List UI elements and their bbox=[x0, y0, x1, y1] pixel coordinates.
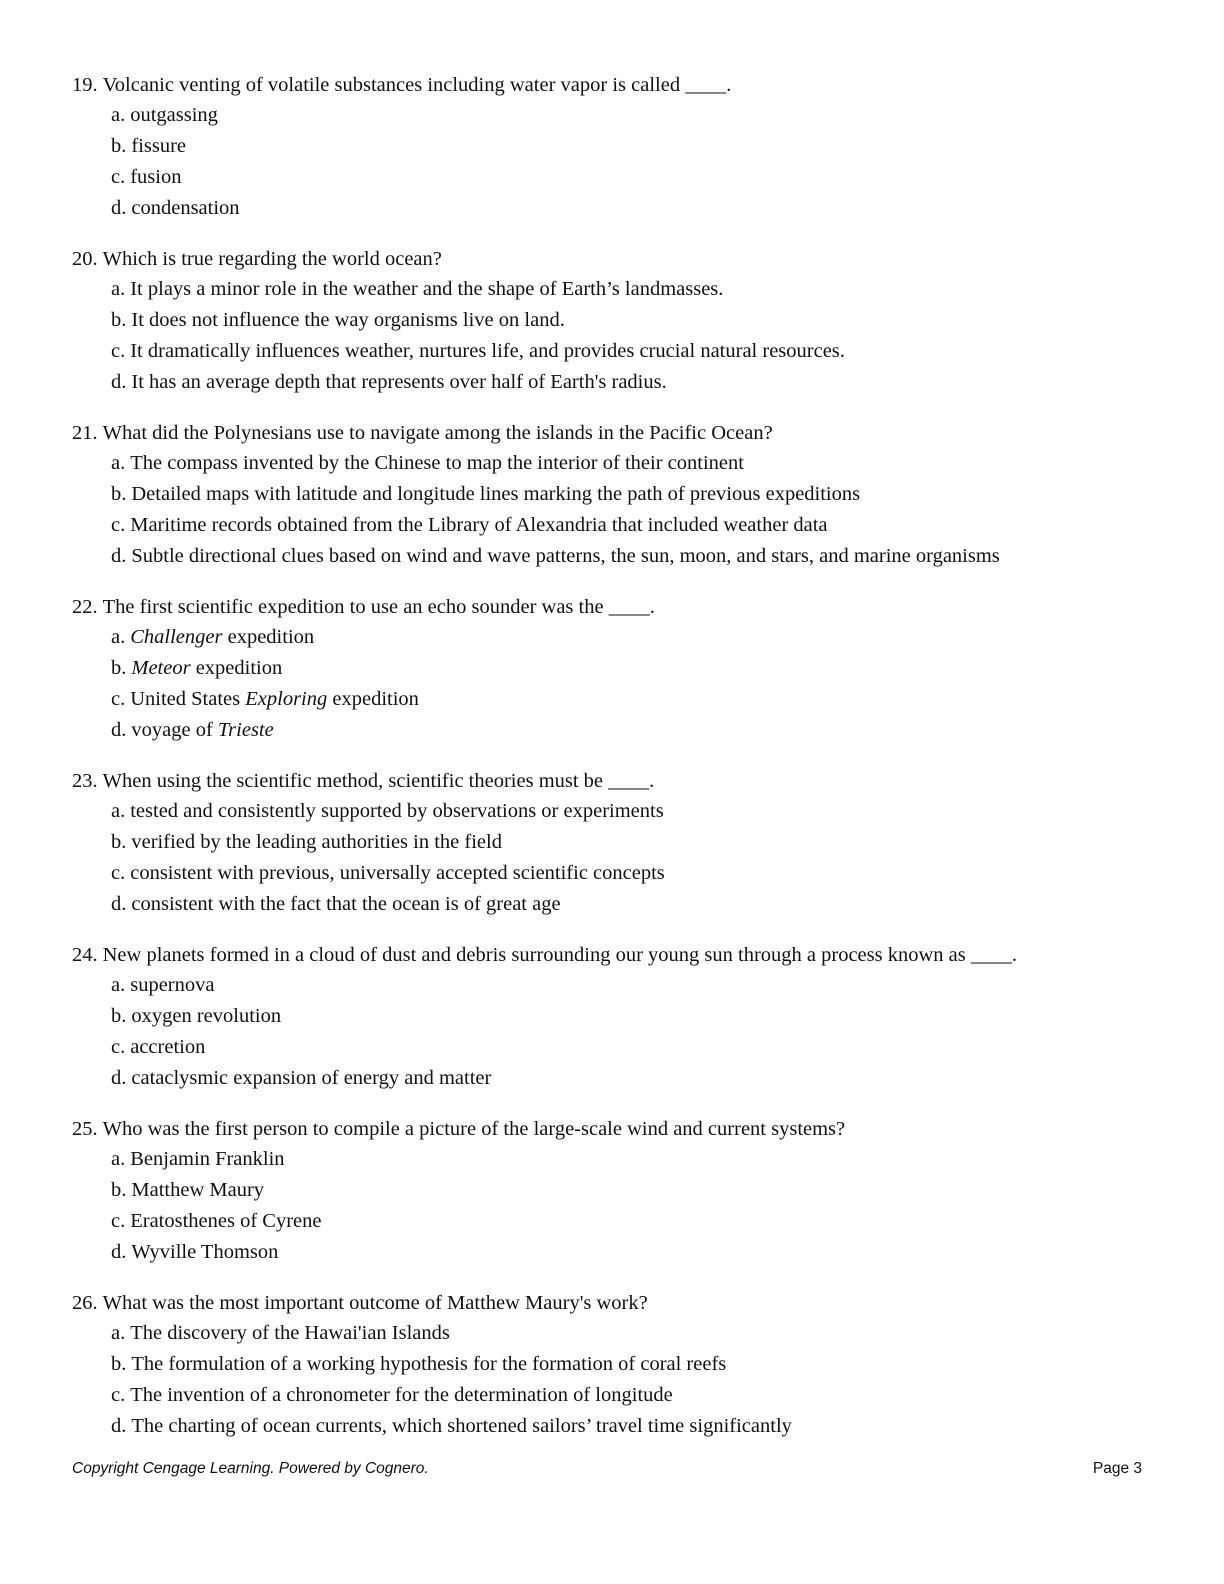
option-letter: a. bbox=[111, 1322, 126, 1344]
option-text-segment: expedition bbox=[327, 688, 419, 710]
option-text-segment: supernova bbox=[130, 974, 215, 996]
option-text bbox=[131, 1175, 264, 1206]
option-text-segment: oxygen revolution bbox=[131, 1005, 282, 1027]
question-block bbox=[72, 940, 1172, 1094]
answer-option bbox=[72, 827, 1172, 858]
answer-option bbox=[72, 653, 1172, 684]
option-text bbox=[130, 1144, 284, 1175]
option-text-segment: verified by the leading authorities in the field bbox=[131, 831, 502, 853]
question-text: Which is true regarding the world ocean? bbox=[102, 248, 442, 270]
option-letter: b. bbox=[111, 309, 127, 331]
option-letter: c. bbox=[111, 862, 126, 884]
option-text-segment: expedition bbox=[190, 657, 283, 679]
question-block bbox=[72, 1114, 1172, 1268]
option-text bbox=[130, 684, 419, 715]
option-text-segment: Benjamin Franklin bbox=[130, 1148, 285, 1170]
answer-option bbox=[72, 162, 1172, 193]
option-text-italic: Exploring bbox=[245, 688, 328, 710]
option-text bbox=[130, 622, 314, 653]
option-text-segment: Maritime records obtained from the Library of Alexandria that included weather data bbox=[130, 514, 828, 536]
answer-option bbox=[72, 1380, 1172, 1411]
option-letter: c. bbox=[111, 1210, 126, 1232]
answer-option bbox=[72, 367, 1172, 398]
answer-option bbox=[72, 274, 1172, 305]
footer-copyright: Copyright Cengage Learning. Powered by Cognero. bbox=[72, 1460, 429, 1477]
option-text-segment: Subtle directional clues based on wind and wave patterns, the sun, moon, and stars, and marine organisms bbox=[131, 545, 1000, 567]
question-text: What was the most important outcome of Matthew Maury's work? bbox=[102, 1292, 648, 1314]
option-text-segment: expedition bbox=[222, 626, 315, 648]
question-block bbox=[72, 418, 1172, 572]
option-text bbox=[130, 1032, 205, 1063]
option-text bbox=[131, 131, 186, 162]
answer-option bbox=[72, 448, 1172, 479]
question-number: 21. bbox=[72, 422, 98, 444]
option-text bbox=[130, 970, 214, 1001]
answer-option bbox=[72, 305, 1172, 336]
option-text-segment: consistent with previous, universally accepted scientific concepts bbox=[130, 862, 665, 884]
answer-option bbox=[72, 479, 1172, 510]
option-text bbox=[131, 541, 999, 572]
option-text-italic: Trieste bbox=[217, 719, 274, 741]
option-letter: b. bbox=[111, 483, 127, 505]
option-letter: d. bbox=[111, 893, 127, 915]
question-text: The first scientific expedition to use an echo sounder was the ____. bbox=[102, 596, 655, 618]
question-text: Volcanic venting of volatile substances including water vapor is called ____. bbox=[102, 74, 732, 96]
question-text: Who was the first person to compile a picture of the large-scale wind and current systems? bbox=[102, 1118, 846, 1140]
question-stem bbox=[72, 1288, 1172, 1318]
answer-option bbox=[72, 715, 1172, 746]
option-letter: d. bbox=[111, 545, 127, 567]
option-text-segment: fusion bbox=[130, 166, 182, 188]
question-stem bbox=[72, 766, 1172, 796]
option-text-segment: The discovery of the Hawai'ian Islands bbox=[130, 1322, 450, 1344]
option-letter: d. bbox=[111, 1067, 127, 1089]
option-text-segment: consistent with the fact that the ocean is of great age bbox=[131, 893, 561, 915]
option-letter: d. bbox=[111, 197, 127, 219]
answer-option bbox=[72, 541, 1172, 572]
question-block bbox=[72, 244, 1172, 398]
question-block bbox=[72, 70, 1172, 224]
option-text bbox=[130, 100, 218, 131]
answer-option bbox=[72, 510, 1172, 541]
question-stem bbox=[72, 70, 1172, 100]
answer-option bbox=[72, 1032, 1172, 1063]
option-text bbox=[131, 1063, 491, 1094]
option-text-segment: cataclysmic expansion of energy and matter bbox=[131, 1067, 492, 1089]
footer-page-number: Page 3 bbox=[1092, 1460, 1142, 1477]
question-number: 22. bbox=[72, 596, 98, 618]
option-letter: c. bbox=[111, 1384, 126, 1406]
answer-option bbox=[72, 796, 1172, 827]
option-letter: c. bbox=[111, 514, 126, 536]
option-letter: c. bbox=[111, 1036, 126, 1058]
option-letter: a. bbox=[111, 452, 126, 474]
option-text bbox=[130, 1206, 321, 1237]
option-text-segment: United States bbox=[130, 688, 246, 710]
option-text-segment: Eratosthenes of Cyrene bbox=[130, 1210, 322, 1232]
option-text-segment: fissure bbox=[131, 135, 187, 157]
option-text bbox=[131, 1237, 278, 1268]
option-text bbox=[131, 715, 273, 746]
option-letter: d. bbox=[111, 1241, 127, 1263]
option-letter: b. bbox=[111, 1353, 127, 1375]
option-text bbox=[130, 336, 845, 367]
answer-option bbox=[72, 131, 1172, 162]
option-text bbox=[131, 479, 860, 510]
option-letter: a. bbox=[111, 974, 126, 996]
question-number: 24. bbox=[72, 944, 98, 966]
option-text-segment: It plays a minor role in the weather and the shape of Earth’s landmasses. bbox=[130, 278, 724, 300]
question-stem bbox=[72, 418, 1172, 448]
question-number: 26. bbox=[72, 1292, 98, 1314]
option-text-segment: tested and consistently supported by observations or experiments bbox=[130, 800, 664, 822]
option-text-segment: Matthew Maury bbox=[131, 1179, 265, 1201]
question-stem bbox=[72, 592, 1172, 622]
option-text bbox=[130, 796, 663, 827]
option-text bbox=[131, 653, 282, 684]
option-text bbox=[131, 889, 560, 920]
option-text-segment: Wyville Thomson bbox=[131, 1241, 279, 1263]
answer-option bbox=[72, 336, 1172, 367]
option-letter: d. bbox=[111, 371, 127, 393]
option-text-segment: accretion bbox=[130, 1036, 206, 1058]
option-text bbox=[130, 274, 723, 305]
option-text-italic: Meteor bbox=[131, 657, 191, 679]
option-text-segment: The invention of a chronometer for the determination of longitude bbox=[130, 1384, 673, 1406]
option-text bbox=[131, 1411, 792, 1442]
option-text-segment: condensation bbox=[131, 197, 240, 219]
question-text: When using the scientific method, scientific theories must be ____. bbox=[102, 770, 655, 792]
question-text: New planets formed in a cloud of dust and debris surrounding our young sun through a process known as ____. bbox=[102, 944, 1017, 966]
answer-option bbox=[72, 889, 1172, 920]
option-letter: a. bbox=[111, 278, 126, 300]
option-text-segment: The charting of ocean currents, which shortened sailors’ travel time significantly bbox=[131, 1415, 792, 1437]
question-number: 19. bbox=[72, 74, 98, 96]
answer-option bbox=[72, 1206, 1172, 1237]
answer-option bbox=[72, 684, 1172, 715]
answer-option bbox=[72, 858, 1172, 889]
option-text bbox=[131, 193, 239, 224]
question-block bbox=[72, 766, 1172, 920]
answer-option bbox=[72, 1001, 1172, 1032]
question-number: 23. bbox=[72, 770, 98, 792]
option-letter: b. bbox=[111, 831, 127, 853]
option-text bbox=[130, 510, 827, 541]
option-text-segment: It has an average depth that represents over half of Earth's radius. bbox=[131, 371, 667, 393]
answer-option bbox=[72, 1175, 1172, 1206]
option-text-segment: outgassing bbox=[130, 104, 218, 126]
question-list bbox=[72, 70, 1172, 1462]
option-letter: d. bbox=[111, 719, 127, 741]
option-letter: a. bbox=[111, 1148, 126, 1170]
question-stem bbox=[72, 244, 1172, 274]
answer-option bbox=[72, 1349, 1172, 1380]
option-text-segment: The compass invented by the Chinese to map the interior of their continent bbox=[130, 452, 744, 474]
option-text-segment: voyage of bbox=[131, 719, 218, 741]
question-stem bbox=[72, 1114, 1172, 1144]
option-letter: b. bbox=[111, 1005, 127, 1027]
answer-option bbox=[72, 1411, 1172, 1442]
option-text-segment: Detailed maps with latitude and longitude lines marking the path of previous expeditions bbox=[131, 483, 861, 505]
answer-option bbox=[72, 100, 1172, 131]
option-text bbox=[131, 1349, 726, 1380]
option-letter: a. bbox=[111, 626, 126, 648]
answer-option bbox=[72, 1144, 1172, 1175]
answer-option bbox=[72, 1237, 1172, 1268]
option-letter: c. bbox=[111, 166, 126, 188]
option-letter: c. bbox=[111, 688, 126, 710]
option-text-segment: It does not influence the way organisms live on land. bbox=[131, 309, 565, 331]
option-text bbox=[131, 1001, 281, 1032]
question-number: 20. bbox=[72, 248, 98, 270]
option-text bbox=[130, 448, 744, 479]
option-text-italic: Challenger bbox=[130, 626, 223, 648]
option-letter: a. bbox=[111, 800, 126, 822]
answer-option bbox=[72, 622, 1172, 653]
option-text bbox=[130, 1318, 450, 1349]
answer-option bbox=[72, 970, 1172, 1001]
option-letter: c. bbox=[111, 340, 126, 362]
question-stem bbox=[72, 940, 1172, 970]
option-letter: b. bbox=[111, 1179, 127, 1201]
question-text: What did the Polynesians use to navigate among the islands in the Pacific Ocean? bbox=[102, 422, 773, 444]
option-text bbox=[131, 367, 666, 398]
answer-option bbox=[72, 1318, 1172, 1349]
option-text bbox=[130, 858, 665, 889]
question-block bbox=[72, 592, 1172, 746]
option-text-segment: The formulation of a working hypothesis for the formation of coral reefs bbox=[131, 1353, 727, 1375]
answer-option bbox=[72, 1063, 1172, 1094]
question-block bbox=[72, 1288, 1172, 1442]
question-number: 25. bbox=[72, 1118, 98, 1140]
option-text bbox=[131, 827, 502, 858]
option-text bbox=[130, 162, 181, 193]
option-letter: b. bbox=[111, 135, 127, 157]
option-letter: a. bbox=[111, 104, 126, 126]
option-letter: d. bbox=[111, 1415, 127, 1437]
option-text bbox=[130, 1380, 673, 1411]
option-text-segment: It dramatically influences weather, nurtures life, and provides crucial natural resources. bbox=[130, 340, 845, 362]
option-text bbox=[131, 305, 564, 336]
option-letter: b. bbox=[111, 657, 127, 679]
answer-option bbox=[72, 193, 1172, 224]
